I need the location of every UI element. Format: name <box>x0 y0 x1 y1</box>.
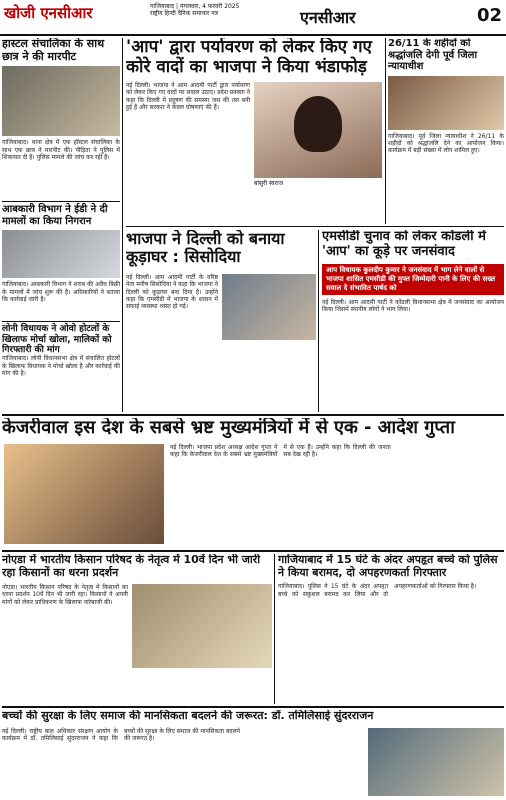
excise-photo <box>2 230 120 278</box>
kondli-highlight-box: आप विधायक कुलदीप कुमार ने जनसंवाद में भाग लेने वालों से भाजपा शासित एमसीडी की मुफ्त जिम्मेदारी पानी के लिए की सख्त सवाल दे संभावित पार्षद को <box>322 264 504 295</box>
row-rule <box>126 226 504 227</box>
kejriwal-story <box>2 418 504 548</box>
story-loni-headline: लोनी विधायक ने ओवो होटलों के खिलाफ मोर्चा खोला, मालिकों को गिरफ्तारी की मांग <box>2 324 112 355</box>
top-story-body: नई दिल्ली। भाजपा ने आम आदमी पार्टी द्वारा पर्यावरण को लेकर किए गए वादों पर सवाल उठाए। प्रदेश प्रवक्ता ने कहा कि दिल्ली में प्रदूषण की समस्या जस की तस बनी हुई है और सरकार ने केवल घोषणाएं की हैं। <box>126 82 250 111</box>
kidnap-headline: गाजियाबाद में 15 घंटे के अंदर अपहृत बच्चे को पुलिस ने किया बरामद, दो अपहरणकर्ता गिरफ्तार <box>278 554 498 579</box>
portrait-caption: बांसुरी स्वराज <box>254 180 284 187</box>
story-hostel-headline: हास्टल संचालिका के साथ छात्र ने की मारपीट <box>2 38 105 63</box>
kondli-story <box>322 230 504 412</box>
protest-photo <box>132 584 272 668</box>
story-excise-body: गाजियाबाद। आबकारी विभाग ने शराब की अवैध बिक्री के मामलों में जांच शुरू की है। अधिकारियों ने बताया कि कार्रवाई जारी है। <box>2 281 120 303</box>
top-story <box>126 38 382 224</box>
divider <box>2 321 120 322</box>
child-safety-photo <box>368 728 504 796</box>
farmers-protest-body: नोएडा। भारतीय किसान परिषद के नेतृत्व में किसानों का धरना प्रदर्शन 10वें दिन भी जारी रहा। किसानों ने अपनी मांगों को लेकर प्राधिकरण के खिलाफ नारेबाजी की। <box>2 584 128 606</box>
kidnap-story <box>278 554 504 704</box>
column-rule <box>274 554 275 704</box>
section-rule <box>2 414 504 416</box>
farmers-protest-headline: नोएडा में भारतीय किसान परिषद के नेतृत्व में 10वें दिन भी जारी रहा किसानों का धरना प्रदर्शन <box>2 554 261 579</box>
kejriwal-headline: केजरीवाल इस देश के सबसे भ्रष्ट मुख्यमंत्रियों में से एक - आदेश गुप्ता <box>2 418 455 438</box>
divider <box>2 201 120 202</box>
kondli-headline: एमसीडी चुनाव को लेकर कोंडली में 'आप' का कूड़े पर जनसंवाद <box>322 230 486 259</box>
hostel-photo <box>2 66 120 136</box>
tribute-photo <box>388 76 504 130</box>
adesh-gupta-photo <box>4 444 164 544</box>
sisodia-story <box>126 230 316 412</box>
story-hostel-body: गाजियाबाद। थाना क्षेत्र में एक हॉस्टल संचालिका के साथ एक छात्र ने मारपीट की। पीड़िता ने पुलिस में शिकायत दी है। पुलिस मामले की जांच कर रही है। <box>2 139 120 161</box>
top-story-headline: 'आप' द्वारा पर्यावरण को लेकर किए गए कोरे वादों का भाजपा ने किया भंडाफोड़ <box>126 38 372 77</box>
portrait-photo <box>254 82 382 178</box>
kidnap-body: गाजियाबाद। पुलिस ने 15 घंटे के अंदर अपहृत बच्चे को सकुशल बरामद कर लिया और दो अपहरणकर्ताओं को गिरफ्तार किया है। <box>278 583 477 598</box>
child-safety-headline: बच्चों की सुरक्षा के लिए समाज की मानसिकता बदलने की जरूरत: डॉ. तमिलिसाई सुंदरराजन <box>2 710 374 722</box>
right-top-body: गाजियाबाद। पूर्व जिला न्यायाधीश ने 26/11 के शहीदों को श्रद्धांजलि देने का आयोजन किया। कार्यक्रम में बड़ी संख्या में लोग शामिल हुए। <box>388 132 504 155</box>
masthead <box>0 0 506 36</box>
tagline-text: राष्ट्रीय हिन्दी दैनिक समाचार पत्र <box>150 10 218 17</box>
column-rule <box>318 230 319 412</box>
kondli-body: नई दिल्ली। आम आदमी पार्टी ने कोंडली विधानसभा क्षेत्र में जनसंवाद का आयोजन किया जिसमें स्थानीय लोगों ने भाग लिया। <box>322 298 504 314</box>
kejriwal-body: नई दिल्ली। भाजपा प्रदेश अध्यक्ष आदेश गुप्ता ने कहा कि केजरीवाल देश के सबसे भ्रष्ट मुख्यमंत्रियों में से एक हैं। उन्होंने कहा कि दिल्ली की जनता सब देख रही है। <box>170 444 391 459</box>
sisodia-headline: भाजपा ने दिल्ली को बनाया कूड़ाघर : सिसोदिया <box>126 230 285 267</box>
date-line <box>150 3 240 17</box>
section-title: एनसीआर <box>300 8 356 27</box>
farmers-protest-story <box>2 554 272 704</box>
right-top-story <box>388 38 504 224</box>
page-number: 02 <box>476 5 502 26</box>
date-text: गाजियाबाद | मंगलवार, 4 फरवरी 2025 <box>150 3 240 10</box>
brand-title: खोजी एनसीआर <box>4 4 93 22</box>
sisodia-photo <box>222 274 316 340</box>
child-safety-body: नई दिल्ली। राष्ट्रीय बाल अधिकार संरक्षण आयोग के कार्यक्रम में डॉ. तमिलिसाई सुंदरराजन ने कहा कि बच्चों की सुरक्षा के लिए समाज की मानसिकता बदलने की जरूरत है। <box>2 728 240 743</box>
section-rule <box>2 550 504 552</box>
column-rule <box>122 38 123 412</box>
story-loni-body: गाजियाबाद। लोनी विधानसभा क्षेत्र में संचालित होटलों के खिलाफ विधायक ने मोर्चा खोला है और कार्रवाई की मांग की है। <box>2 355 120 377</box>
sisodia-body: नई दिल्ली। आम आदमी पार्टी के वरिष्ठ नेता मनीष सिसोदिया ने कहा कि भाजपा ने दिल्ली को कूड़ाघर बना दिया है। उन्होंने कहा कि एमसीडी में भाजपा के शासन में सफाई व्यवस्था ध्वस्त हो गई। <box>126 274 218 311</box>
portrait-silhouette <box>294 96 342 152</box>
column-rule <box>385 38 386 224</box>
left-column <box>2 38 120 412</box>
story-excise-headline: आबकारी विभाग ने ईडी ने दी मामलों का किया निगरान <box>2 204 108 227</box>
right-top-headline: 26/11 के शहीदों को श्रद्धांजलि देगी पूर्व जिला न्यायाधीश <box>388 38 478 72</box>
child-safety-story <box>2 710 504 798</box>
section-rule <box>2 706 504 708</box>
